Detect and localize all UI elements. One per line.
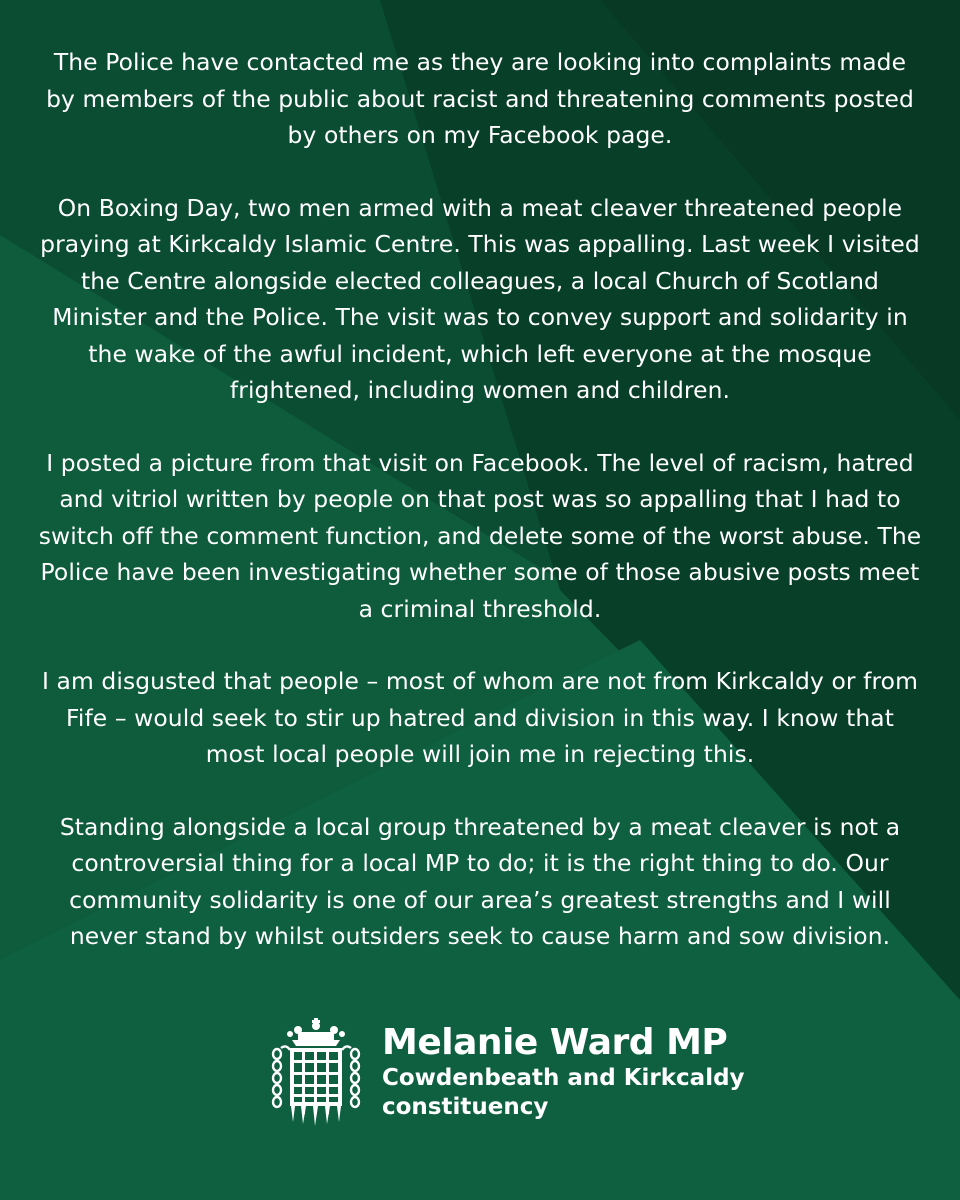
signature-block — [268, 1018, 828, 1130]
constituency-line-1: Cowdenbeath and Kirkcaldy — [382, 1065, 745, 1091]
statement-body — [36, 44, 924, 991]
statement-paragraph-2: On Boxing Day, two men armed with a meat cleaver threatened people praying at Kirkcaldy Islamic Centre. This was appalling. Last week I visited the Centre alongside elected colleagues, a local Church of Scotland Minister and the Police. The visit was to convey support and solidarity in the wake of the awful incident, which left everyone at the mosque frightened, including women and children. — [40, 193, 920, 404]
signature-text — [382, 1022, 745, 1122]
statement-paragraph-1: The Police have contacted me as they are looking into complaints made by members of the public about racist and threatening comments posted by others on my Facebook page. — [46, 48, 914, 149]
portcullis-icon — [268, 1018, 364, 1128]
constituency-line-2: constituency — [382, 1094, 549, 1120]
mp-name: Melanie Ward MP — [382, 1022, 728, 1063]
statement-paragraph-4: I am disgusted that people – most of whom are not from Kirkcaldy or from Fife – would seek to stir up hatred and division in this way. I know that most local people will join me in rejecting this. — [42, 667, 918, 768]
statement-paragraph-3: I posted a picture from that visit on Facebook. The level of racism, hatred and vitriol written by people on that post was so appalling that I had to switch off the comment function, and delete some of the worst abuse. The Police have been investigating whether some of those abusive posts meet a criminal threshold. — [38, 448, 922, 623]
statement-paragraph-5: Standing alongside a local group threatened by a meat cleaver is not a controversial thing for a local MP to do; it is the right thing to do. Our community solidarity is one of our area’s greatest strengths and I will never stand by whilst outsiders seek to cause harm and sow division. — [59, 812, 901, 950]
